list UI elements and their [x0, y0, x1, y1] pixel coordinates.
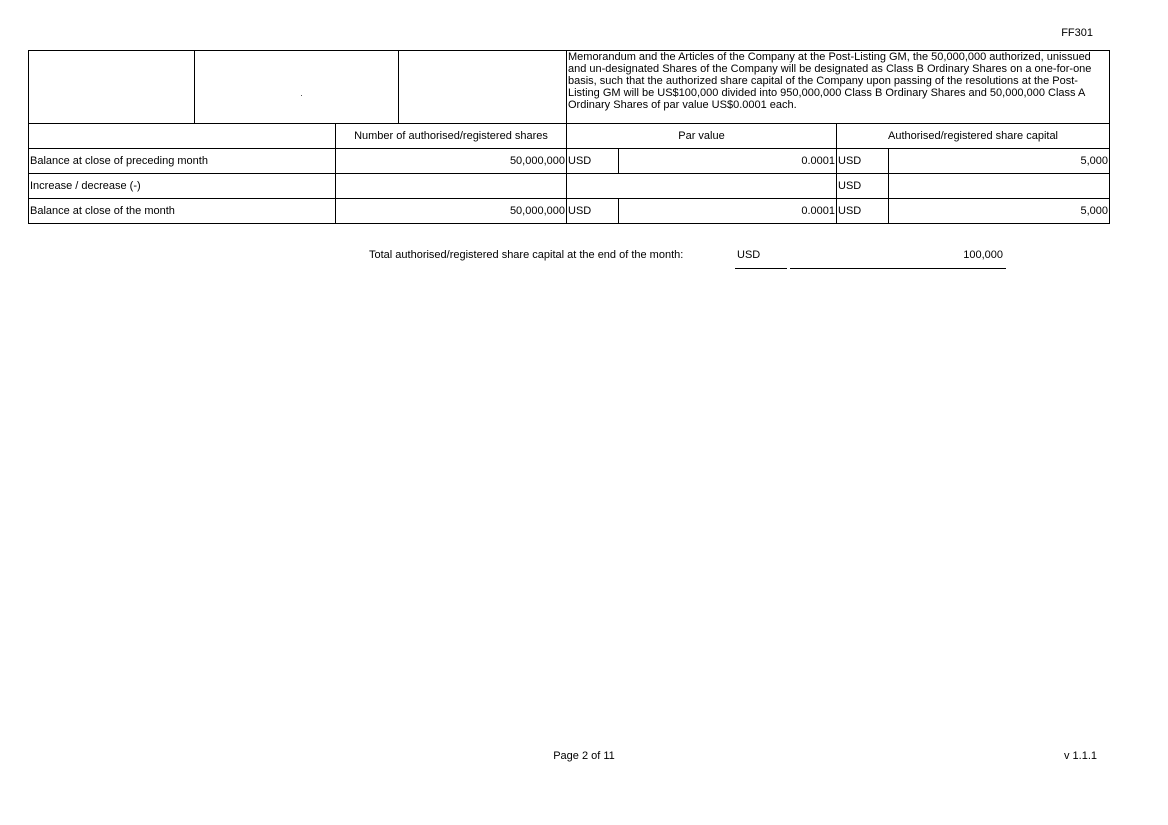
par-value: 0.0001 — [619, 149, 837, 174]
par-value: 0.0001 — [619, 199, 837, 224]
form-code: FF301 — [1061, 27, 1093, 39]
capital-value: 5,000 — [889, 199, 1110, 224]
par-currency: USD — [567, 149, 619, 174]
total-label: Total authorised/registered share capital at the end of the month: — [369, 249, 684, 261]
blank-cell — [399, 51, 567, 124]
par-currency: USD — [567, 199, 619, 224]
table-row — [29, 174, 1110, 199]
capital-currency: USD — [837, 199, 889, 224]
row-label: Increase / decrease (-) — [29, 174, 336, 199]
capital-value — [889, 174, 1110, 199]
table-row — [29, 149, 1110, 174]
total-value-underline — [790, 268, 1006, 269]
shares-value: 50,000,000 — [336, 149, 567, 174]
row-label: Balance at close of the month — [29, 199, 336, 224]
capital-currency: USD — [837, 174, 889, 199]
column-header-row — [29, 124, 1110, 149]
total-value: 100,000 — [963, 249, 1003, 261]
col-header-par-value: Par value — [567, 124, 837, 149]
capital-value: 5,000 — [889, 149, 1110, 174]
share-capital-table — [28, 50, 1110, 224]
col-header-capital: Authorised/registered share capital — [837, 124, 1110, 149]
total-currency: USD — [737, 249, 761, 261]
blank-cell — [195, 51, 399, 124]
total-currency-underline — [735, 268, 787, 269]
blank-cell — [29, 51, 195, 124]
remark-text: Memorandum and the Articles of the Company at the Post-Listing GM, the 50,000,000 authorized, unissued and un-designated Shares of the Company will be designated as Class B Ordinary Shares on a one-for-one basis, such that the authorized share capital of the Company upon passing of the resolutions at the Post-Listing GM will be US$100,000 divided into 950,000,000 Class B Ordinary Shares and 50,000,000 Class A Ordinary Shares of par value US$0.0001 each. — [567, 51, 1110, 124]
form-version: v 1.1.1 — [1063, 750, 1097, 762]
shares-value — [336, 174, 567, 199]
row-label: Balance at close of preceding month — [29, 149, 336, 174]
page-number: Page 2 of 11 — [553, 750, 615, 762]
header-blank — [29, 124, 336, 149]
remark-row — [29, 51, 1110, 124]
shares-value: 50,000,000 — [336, 199, 567, 224]
stray-dot — [301, 95, 302, 96]
capital-currency: USD — [837, 149, 889, 174]
col-header-shares: Number of authorised/registered shares — [336, 124, 567, 149]
par-value — [567, 174, 837, 199]
table-row — [29, 199, 1110, 224]
